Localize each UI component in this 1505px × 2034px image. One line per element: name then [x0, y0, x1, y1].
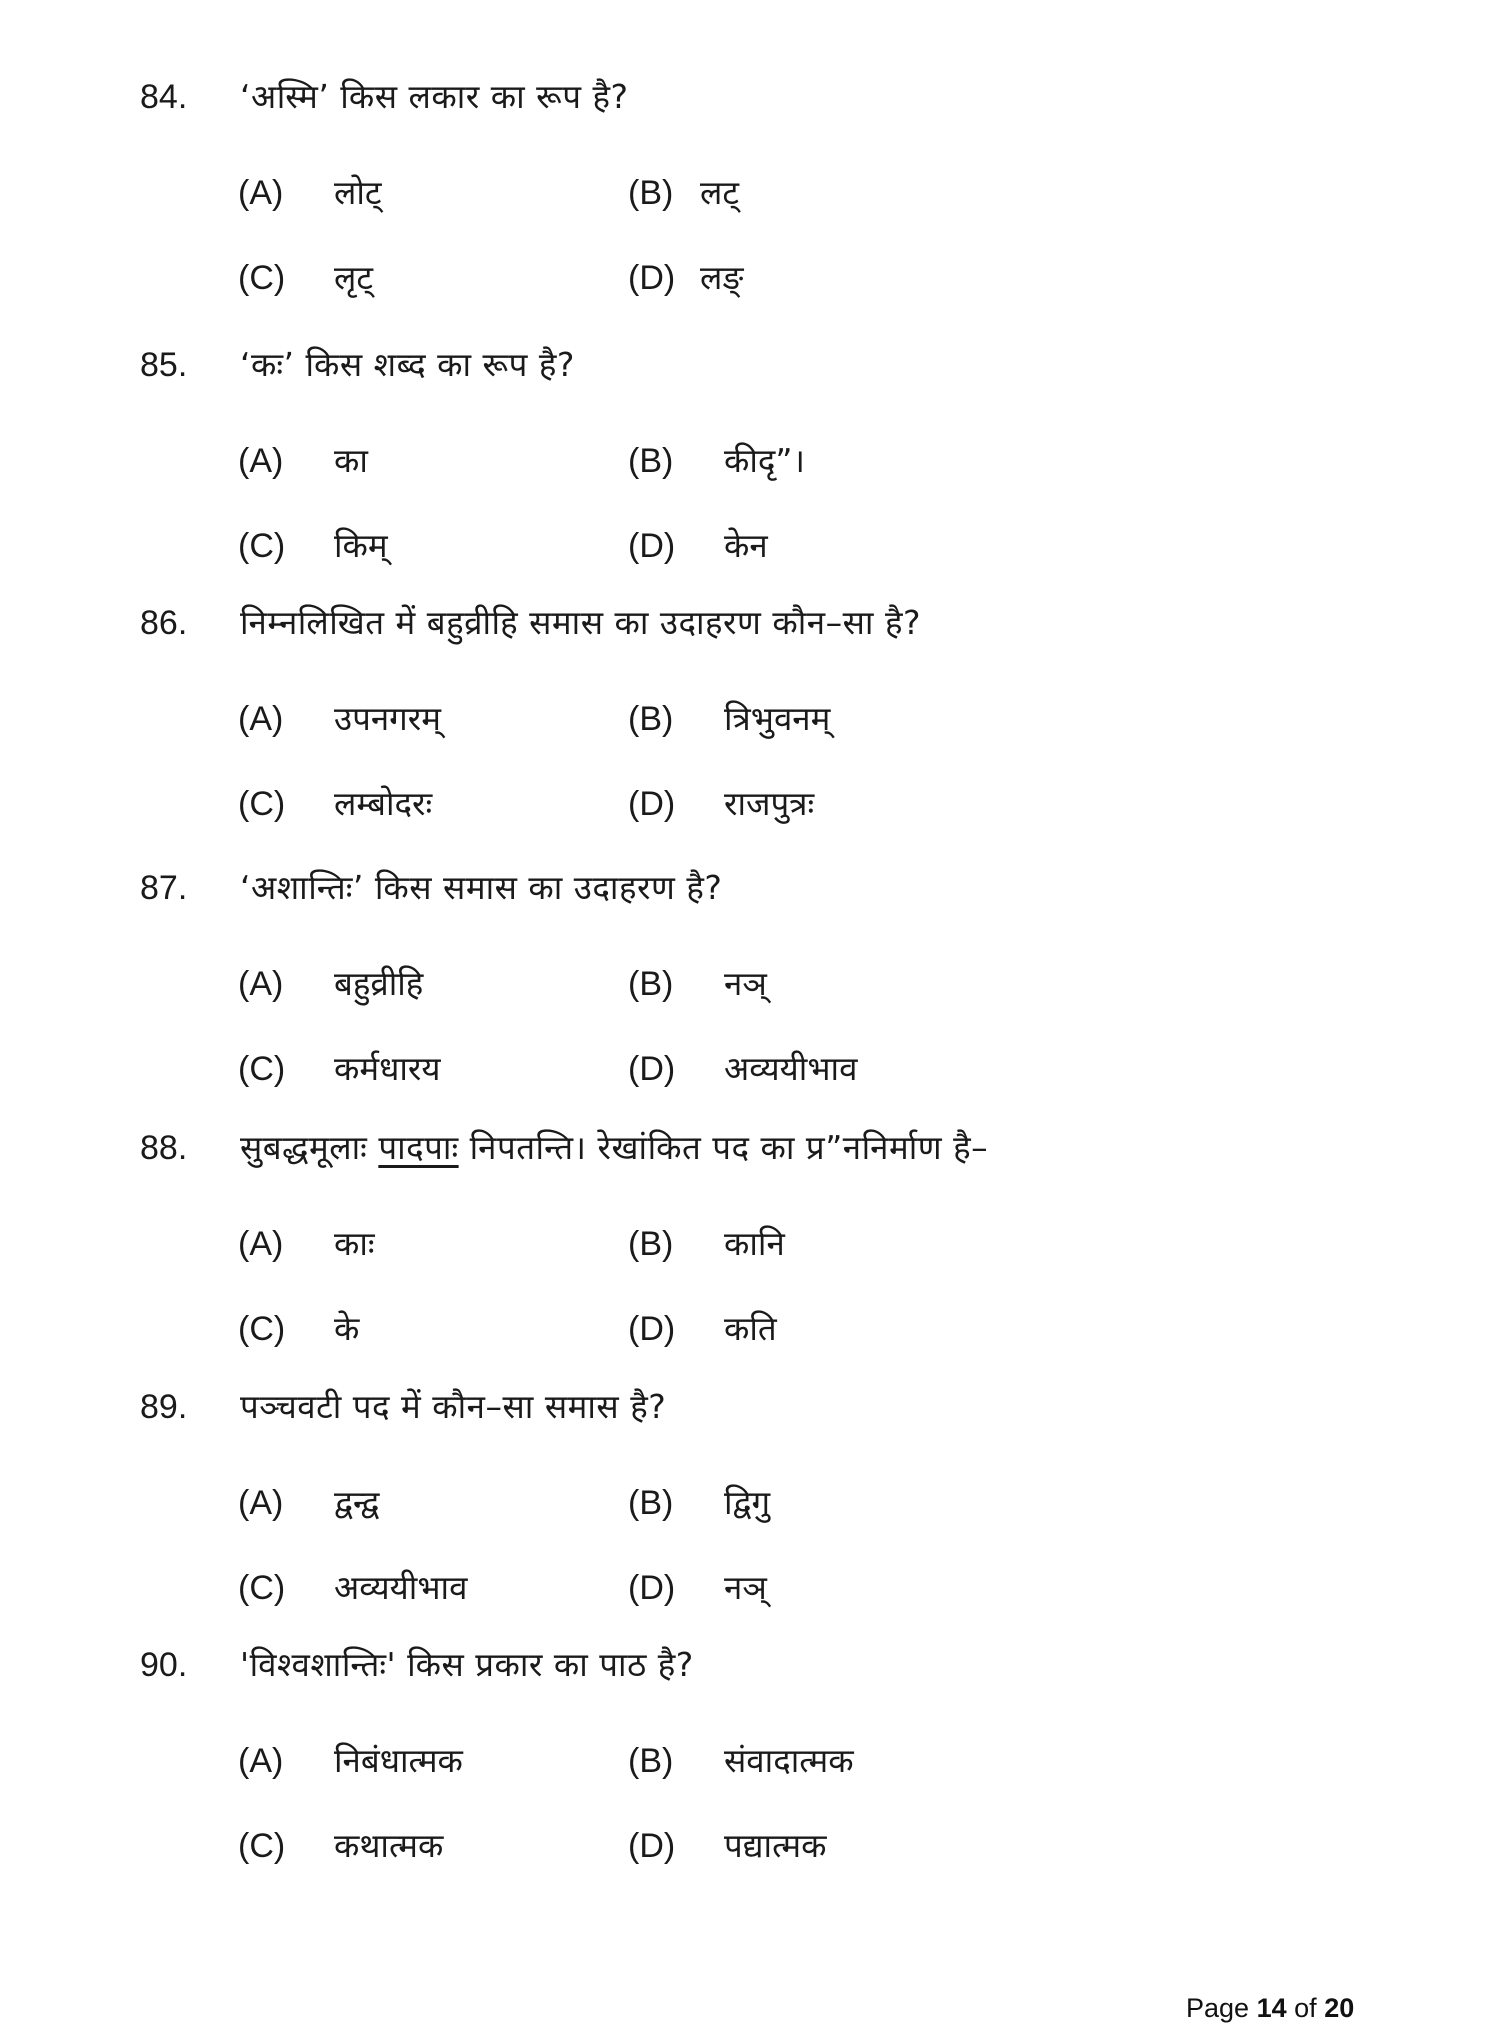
option-label: (D) — [628, 527, 676, 565]
question-text: 'विश्वशान्तिः' किस प्रकार का पाठ है? — [240, 1645, 694, 1684]
option-text: पद्यात्मक — [724, 1826, 827, 1865]
option-text: कीदृ”। — [724, 441, 806, 480]
question-89 — [0, 1385, 1505, 1645]
option-label: (B) — [628, 174, 674, 212]
page-of: of — [1294, 1993, 1317, 2023]
option-text: लृट् — [334, 258, 374, 297]
question-number: 90. — [140, 1646, 188, 1684]
question-text: निम्नलिखित में बहुव्रीहि समास का उदाहरण कौन–सा है? — [240, 603, 921, 642]
option-label: (C) — [238, 1050, 286, 1088]
question-number: 88. — [140, 1129, 188, 1167]
question-text: ‘कः’ किस शब्द का रूप है? — [240, 345, 575, 384]
option-text: लङ् — [700, 258, 744, 297]
option-label: (A) — [238, 174, 284, 212]
option-label: (C) — [238, 1310, 286, 1348]
option-text: राजपुत्रः — [724, 784, 815, 823]
question-text — [240, 1126, 988, 1170]
option-text: अव्ययीभाव — [334, 1568, 468, 1607]
option-text: अव्ययीभाव — [724, 1049, 858, 1088]
option-text: काः — [334, 1224, 375, 1263]
option-label: (C) — [238, 259, 286, 297]
question-number: 89. — [140, 1388, 188, 1426]
option-text: लोट् — [334, 173, 382, 212]
option-label: (A) — [238, 965, 284, 1003]
option-label: (D) — [628, 259, 676, 297]
option-text: उपनगरम् — [334, 699, 441, 738]
option-label: (C) — [238, 785, 286, 823]
question-text-before: सुबद्धमूलाः — [240, 1128, 379, 1167]
option-label: (C) — [238, 1569, 286, 1607]
option-text: कति — [724, 1309, 777, 1348]
option-text: किम् — [334, 526, 388, 565]
question-86 — [0, 601, 1505, 861]
option-label: (D) — [628, 1569, 676, 1607]
option-label: (D) — [628, 785, 676, 823]
option-text: द्वन्द्व — [334, 1483, 380, 1522]
option-label: (D) — [628, 1310, 676, 1348]
option-text: नञ् — [724, 1568, 767, 1607]
current-page: 14 — [1256, 1993, 1287, 2023]
option-label: (A) — [238, 1742, 284, 1780]
question-text-after: निपतन्ति। रेखांकित पद का प्र”ननिर्माण है– — [458, 1128, 989, 1167]
underlined-word: पादपाः — [378, 1128, 459, 1167]
option-text: का — [334, 441, 368, 480]
option-label: (C) — [238, 1827, 286, 1865]
option-text: कानि — [724, 1224, 785, 1263]
option-label: (B) — [628, 965, 674, 1003]
question-text: ‘अस्मि’ किस लकार का रूप है? — [240, 77, 629, 116]
option-text: लट् — [700, 173, 740, 212]
option-label: (A) — [238, 442, 284, 480]
option-label: (B) — [628, 700, 674, 738]
option-text: बहुव्रीहि — [334, 964, 424, 1003]
option-label: (B) — [628, 1484, 674, 1522]
option-text: नञ् — [724, 964, 767, 1003]
option-label: (B) — [628, 1225, 674, 1263]
option-text: लम्बोदरः — [334, 784, 433, 823]
question-number: 84. — [140, 78, 188, 116]
option-text: केन — [724, 526, 768, 565]
option-label: (A) — [238, 700, 284, 738]
option-label: (C) — [238, 527, 286, 565]
question-87 — [0, 866, 1505, 1126]
option-text: के — [334, 1309, 360, 1348]
page-number-footer — [1186, 1990, 1354, 2026]
option-text: निबंधात्मक — [334, 1741, 463, 1780]
option-text: कर्मधारय — [334, 1049, 441, 1088]
question-text: पञ्चवटी पद में कौन–सा समास है? — [240, 1387, 667, 1426]
option-label: (A) — [238, 1225, 284, 1263]
page-prefix: Page — [1186, 1993, 1250, 2023]
question-85 — [0, 343, 1505, 603]
total-pages: 20 — [1324, 1993, 1355, 2023]
question-90 — [0, 1643, 1505, 1903]
question-number: 85. — [140, 346, 188, 384]
option-label: (D) — [628, 1827, 676, 1865]
option-text: त्रिभुवनम् — [724, 699, 831, 738]
question-84 — [0, 75, 1505, 335]
question-text: ‘अशान्तिः’ किस समास का उदाहरण है? — [240, 868, 723, 907]
question-88 — [0, 1126, 1505, 1386]
option-label: (B) — [628, 1742, 674, 1780]
option-text: द्विगु — [724, 1483, 771, 1522]
option-text: संवादात्मक — [724, 1741, 854, 1780]
question-number: 87. — [140, 869, 188, 907]
option-label: (D) — [628, 1050, 676, 1088]
question-number: 86. — [140, 604, 188, 642]
option-label: (A) — [238, 1484, 284, 1522]
option-text: कथात्मक — [334, 1826, 444, 1865]
option-label: (B) — [628, 442, 674, 480]
